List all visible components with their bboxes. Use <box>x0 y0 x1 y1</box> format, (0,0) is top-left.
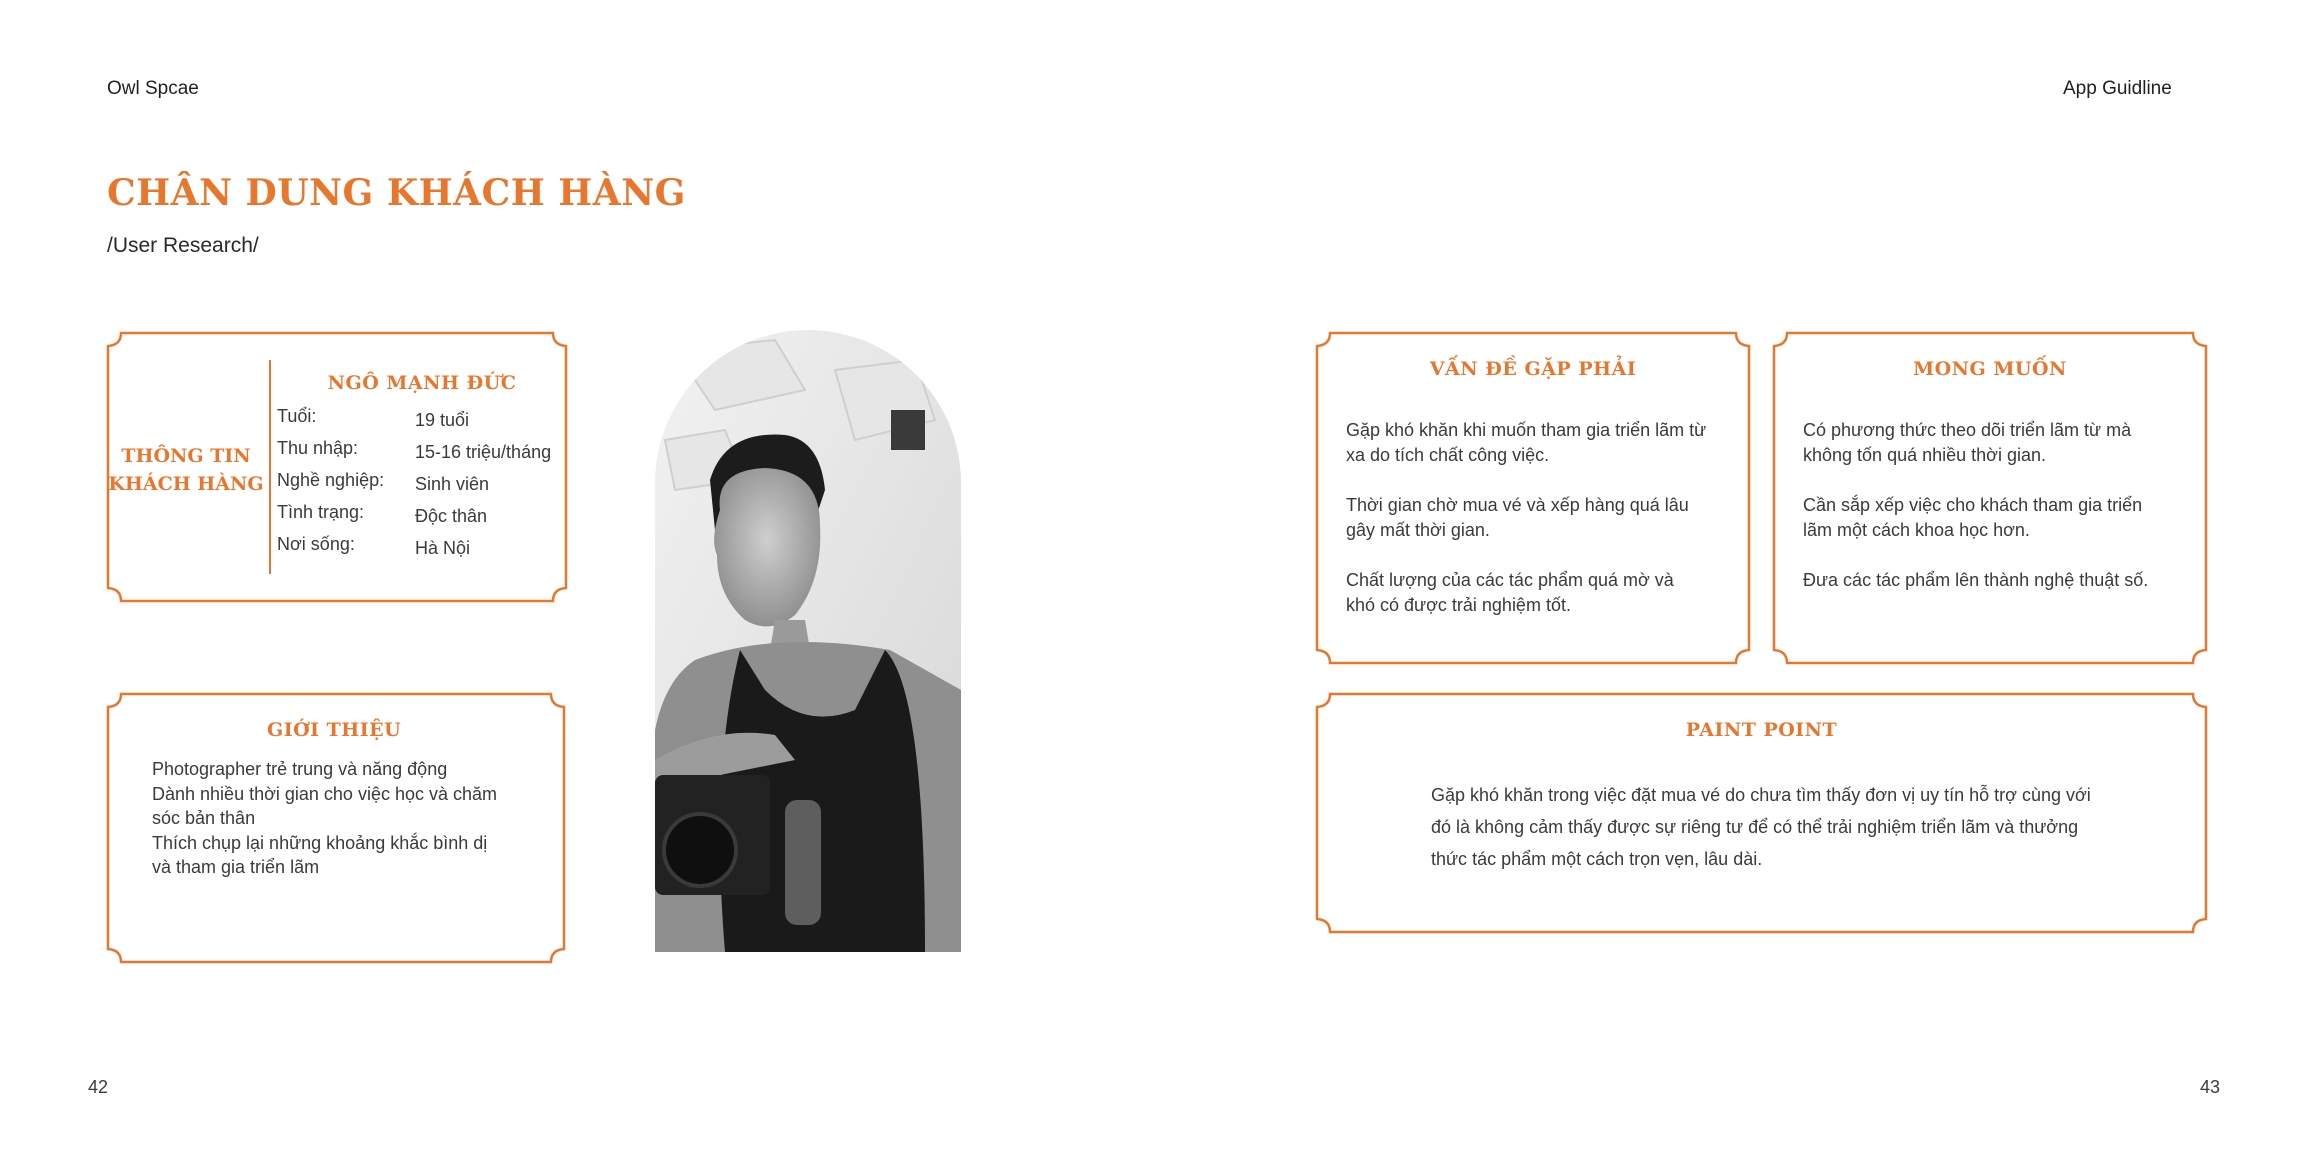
pain-line: Gặp khó khăn trong việc đặt mua vé do chưa tìm thấy đơn vị uy tín hỗ trợ cùng với <box>1431 785 2091 805</box>
info-value: Độc thân <box>415 506 488 526</box>
info-value: Sinh viên <box>415 474 490 494</box>
wish-line: lãm một cách khoa học hơn. <box>1803 520 2030 540</box>
intro-line: Dành nhiều thời gian cho việc học và chăm <box>152 783 498 804</box>
intro-line: sóc bản thân <box>152 808 256 828</box>
problem-line: khó có được trải nghiệm tốt. <box>1346 595 1571 615</box>
info-label: Nơi sống: <box>277 534 355 554</box>
introduction-card <box>107 693 565 963</box>
info-value: 15-16 triệu/tháng <box>415 442 552 462</box>
customer-name: NGÔ MẠNH ĐỨC <box>327 372 517 394</box>
wish-item <box>1803 493 2148 543</box>
introduction-title: GIỚI THIỆU <box>267 719 402 741</box>
page-number-left: 42 <box>88 1077 109 1097</box>
info-label: Nghề nghiệp: <box>277 470 385 490</box>
problems-title: VẤN ĐỀ GẶP PHẢI <box>1429 358 1637 380</box>
info-label: Tuổi: <box>277 406 317 426</box>
problem-item <box>1346 418 1706 468</box>
introduction-text <box>152 757 497 880</box>
wishes-card <box>1773 332 2207 664</box>
problem-line: Gặp khó khăn khi muốn tham gia triển lãm từ <box>1346 420 1707 440</box>
problem-line: Thời gian chờ mua vé và xếp hàng quá lâu <box>1346 495 1689 515</box>
wishes-text <box>1803 418 2148 593</box>
info-label: Tình trạng: <box>277 502 365 522</box>
page-subtitle: /User Research/ <box>107 234 259 257</box>
side-label-line-2: KHÁCH HÀNG <box>108 473 264 495</box>
document-section-name: App Guidline <box>2063 78 2172 99</box>
pain-point-card <box>1316 693 2207 933</box>
info-value: Hà Nội <box>415 538 471 558</box>
problem-line: xa do tích chất công việc. <box>1346 445 1550 465</box>
problem-item <box>1346 493 1706 543</box>
page-title: CHÂN DUNG KHÁCH HÀNG <box>107 172 686 214</box>
pain-line: đó là không cảm thấy được sự riêng tư để có thể trải nghiệm triển lãm và thưởng <box>1431 817 2079 837</box>
brand-name: Owl Spcae <box>107 78 199 99</box>
page-number-right: 43 <box>2200 1077 2221 1097</box>
wish-line: Có phương thức theo dõi triển lãm từ mà <box>1803 420 2132 440</box>
pain-line: thức tác phẩm một cách trọn vẹn, lâu dài. <box>1431 849 1763 869</box>
customer-info-card <box>107 332 567 602</box>
divider <box>269 360 271 574</box>
intro-line: Thích chụp lại những khoảng khắc bình dị <box>152 832 488 853</box>
pain-point-text <box>1431 779 2091 875</box>
wish-item <box>1803 568 2148 593</box>
problems-card <box>1316 332 1750 664</box>
wish-line: không tốn quá nhiều thời gian. <box>1803 445 2046 465</box>
problem-line: gây mất thời gian. <box>1346 520 1490 540</box>
problems-text <box>1346 418 1706 618</box>
intro-line: Photographer trẻ trung và năng động <box>152 759 448 779</box>
wish-item <box>1803 418 2148 468</box>
wish-line: Đưa các tác phẩm lên thành nghệ thuật số. <box>1803 570 2149 590</box>
problem-line: Chất lượng của các tác phẩm quá mờ và <box>1346 570 1674 590</box>
info-label: Thu nhập: <box>277 438 359 458</box>
problem-item <box>1346 568 1706 618</box>
pain-point-title: PAINT POINT <box>1685 719 1838 741</box>
info-side-label <box>107 442 265 498</box>
side-label-line-1: THÔNG TIN <box>121 445 251 467</box>
portrait-photo <box>655 330 961 952</box>
wish-line: Cần sắp xếp việc cho khách tham gia triển <box>1803 495 2143 515</box>
info-value: 19 tuổi <box>415 410 470 430</box>
wishes-title: MONG MUỐN <box>1913 358 2067 380</box>
intro-line: và tham gia triển lãm <box>152 857 320 877</box>
